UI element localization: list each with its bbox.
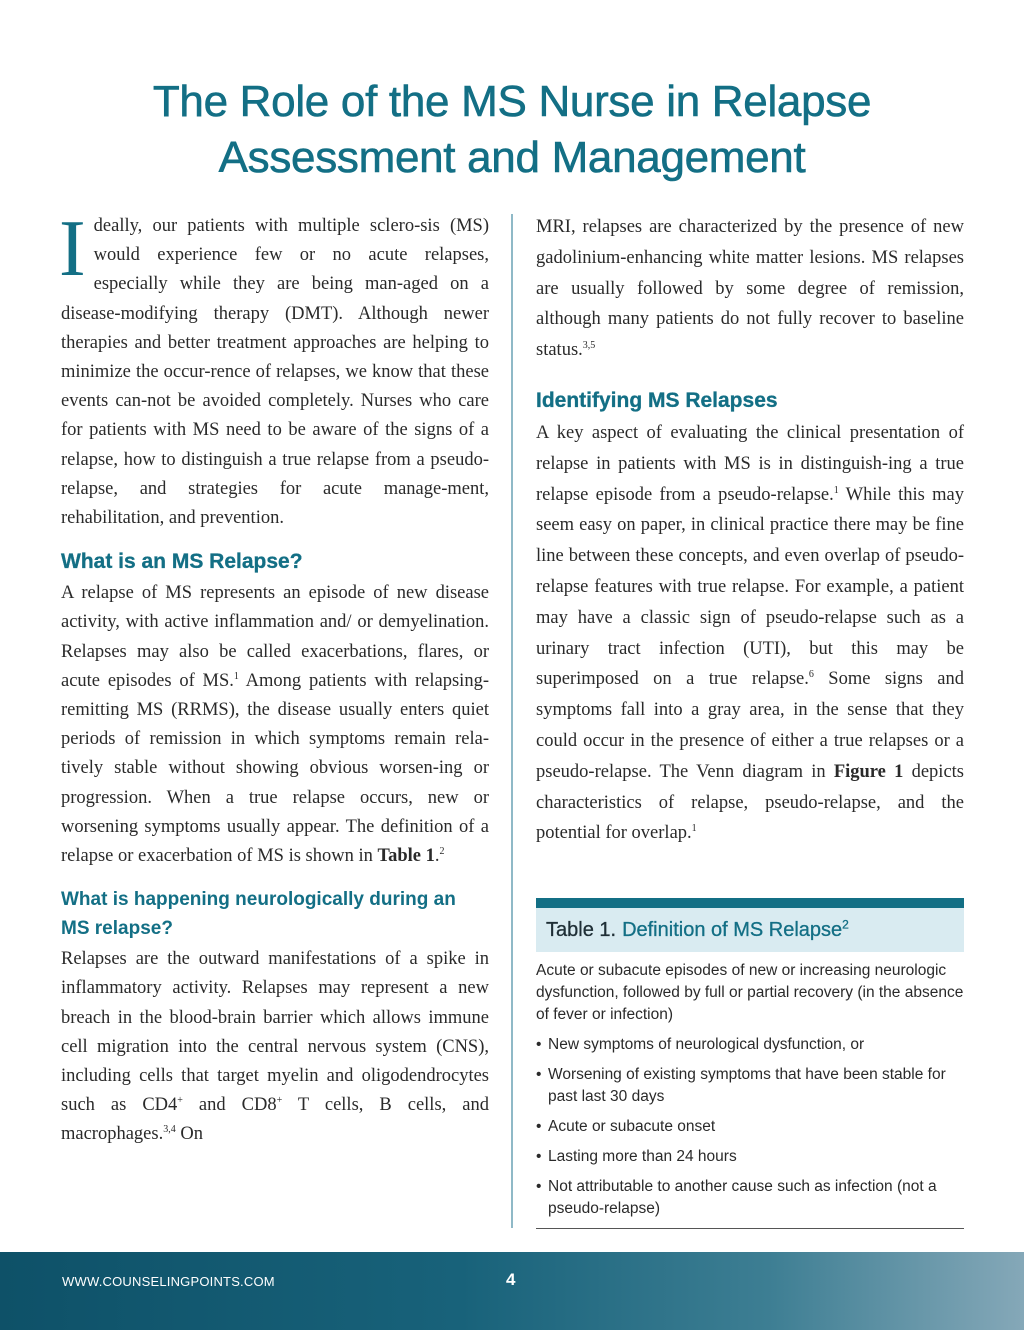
list-item: • New symptoms of neurological dysfunction, or: [536, 1034, 964, 1056]
continued-paragraph: [536, 212, 964, 366]
identify-text-d: depicts characteristics of relapse, pseudo-relapse, and the potential for overlap.: [536, 761, 964, 844]
identify-text-a: A key aspect of evaluating the clinical presentation of relapse in patients with MS is in distinguish-ing a true relapse episode from a pseudo-relapse.: [536, 422, 964, 505]
citation-sup: 1: [233, 670, 239, 682]
table-reference: Table 1: [377, 846, 435, 867]
continued-text: MRI, relapses are characterized by the presence of new gadolinium-enhancing white matter lesions. MS relapses are usually followed by some degree of remission, although many patients do not fully recover to baseline status.: [536, 217, 964, 361]
table-top-rule: [536, 898, 964, 908]
citation-sup: 3,4: [163, 1124, 176, 1136]
identify-paragraph: [536, 418, 964, 849]
relapse-text-b: Among patients with relapsing-remitting MS (RRMS), the disease usually enters quiet periods of remission in which symptoms remain rela-tively stable without showing obvious worsen-ing or progression. When a true relapse occurs, new or worsening symptoms usually appear. The definition of a relapse or exacerbation of MS is shown in: [61, 670, 489, 867]
column-divider: [511, 214, 513, 1228]
superscript-plus: +: [177, 1095, 183, 1107]
neuro-text-c: T cells, B cells, and macrophages.: [61, 1095, 489, 1145]
heading-what-is-relapse: What is an MS Relapse?: [61, 550, 303, 574]
page-title: [60, 74, 964, 186]
title-line-1: The Role of the MS Nurse in Relapse: [152, 77, 872, 126]
list-item: • Acute or subacute onset: [536, 1116, 964, 1138]
neuro-paragraph: [61, 945, 489, 1149]
list-item: • Lasting more than 24 hours: [536, 1146, 964, 1168]
table-header: [536, 908, 964, 952]
table-title: [622, 916, 849, 942]
citation-sup: 6: [808, 669, 814, 681]
table-body: [536, 952, 964, 1220]
title-line-2: Assessment and Management: [218, 133, 806, 182]
table-1: [536, 898, 964, 1229]
table-bottom-rule: [536, 1228, 964, 1229]
identify-text-b: While this may seem easy on paper, in clinical practice there may be fine line between these concepts, and even overlap of pseudo-relapse features with true relapse. For example, a patient may have a classic sign of pseudo-relapse such as a urinary tract infection (UTI), but this may be superimposed on a true relapse.: [536, 484, 964, 690]
citation-sup: 1: [833, 484, 839, 496]
heading-identifying-relapses: Identifying MS Relapses: [536, 388, 778, 412]
list-item: • Worsening of existing symptoms that have been stable for past last 30 days: [536, 1064, 964, 1108]
left-column: [59, 205, 489, 1150]
right-column: [536, 212, 964, 849]
relapse-text-end: .: [434, 846, 440, 867]
relapse-paragraph: [61, 579, 489, 871]
citation-sup: 3,5: [582, 340, 596, 352]
table-title-text: Definition of MS Relapse: [622, 918, 843, 941]
superscript-plus: +: [276, 1095, 283, 1107]
figure-reference: Figure 1: [833, 761, 904, 782]
relapse-text-a: A relapse of MS represents an episode of new disease activity, with active inflammation and/ or demyelination. Relapses may also be called exacerbations, flares, or acute episodes of MS.: [61, 583, 489, 691]
heading-neurological: What is happening neurologically during an MS relapse?: [61, 889, 456, 940]
neuro-text-a: Relapses are the outward manifestations of a spike in inflammatory activity. Relapses may represent a new breach in the blood-brain barrier which allows immune cell migration into the central nervous system (CNS), including cells that target myelin and oligodendrocytes such as CD4: [61, 949, 489, 1116]
page-footer: [0, 1252, 1024, 1330]
footer-url[interactable]: WWW.COUNSELINGPOINTS.COM: [62, 1274, 275, 1289]
table-intro: Acute or subacute episodes of new or increasing neurologic dysfunction, followed by full or partial recovery (in the absence of fever or infection): [536, 962, 964, 1023]
drop-cap: I: [59, 205, 86, 293]
neuro-text-d: On: [175, 1124, 203, 1145]
neuro-text-b: and CD8: [182, 1095, 277, 1116]
table-label: Table 1.: [546, 918, 617, 941]
citation-sup: 1: [691, 823, 697, 835]
list-item: • Not attributable to another cause such as infection (not a pseudo-relapse): [536, 1176, 964, 1220]
intro-paragraph: [59, 205, 489, 533]
intro-text: deally, our patients with multiple sclero-sis (MS) would experience few or no acute relapses, especially while they are being man-aged on a disease-modifying therapy (DMT). Although newer therapies and better treatment approaches are helping to minimize the occur-rence of relapses, we know that these events can-not be avoided completely. Nurses who care for patients with MS need to be aware of the signs of a relapse, how to distinguish a true relapse from a pseudo-relapse, and strategies for acute manage-ment, rehabilitation, and prevention.: [61, 216, 489, 529]
identify-text-c: Some signs and symptoms fall into a gray area, in the sense that they could occur in the presence of either a true relapses or a pseudo-relapse. The Venn diagram in: [536, 669, 965, 782]
criteria-list: [536, 1034, 964, 1220]
page-number: 4: [506, 1270, 516, 1289]
citation-sup: 2: [439, 845, 445, 857]
citation-sup: 2: [842, 916, 849, 931]
